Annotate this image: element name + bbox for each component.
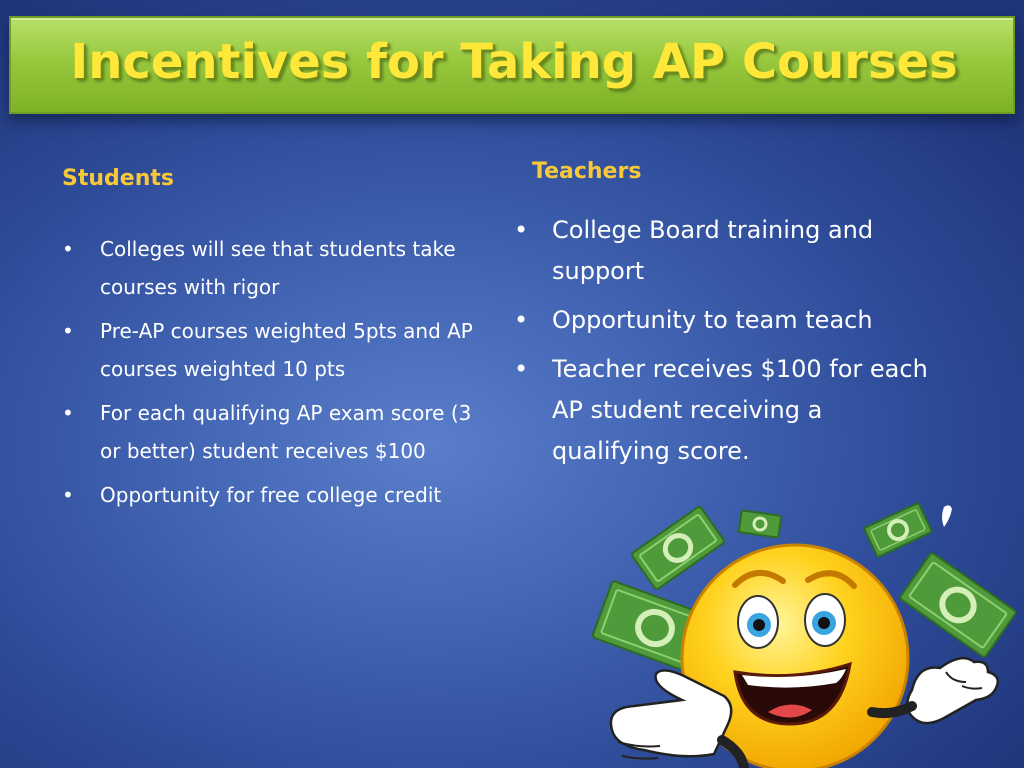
list-item — [62, 476, 494, 514]
title-bar — [9, 16, 1015, 114]
bullet-icon: • — [62, 237, 74, 261]
bullet-icon: • — [62, 319, 74, 343]
bullet-icon: • — [62, 401, 74, 425]
list-item-text: Colleges will see that students take courses with rigor — [100, 237, 456, 299]
money-bill-icon — [739, 510, 782, 537]
bullet-icon: • — [514, 216, 529, 244]
list-item — [62, 394, 494, 470]
list-item-text: College Board training and support — [552, 216, 874, 285]
teachers-heading: Teachers — [532, 159, 642, 184]
students-heading: Students — [62, 166, 174, 191]
students-list — [62, 230, 494, 520]
sparkle-icon — [942, 505, 952, 527]
list-item — [514, 300, 946, 341]
bullet-icon: • — [514, 355, 529, 383]
bullet-icon: • — [62, 483, 74, 507]
list-item-text: Teacher receives $100 for each AP student receiving a qualifying score. — [552, 355, 928, 465]
money-bill-icon — [631, 506, 725, 590]
list-item — [62, 312, 494, 388]
money-bill-icon — [899, 552, 1016, 658]
list-item — [62, 230, 494, 306]
list-item-text: Pre-AP courses weighted 5pts and AP courses weighted 10 pts — [100, 319, 473, 381]
bullet-icon: • — [514, 306, 529, 334]
list-item-text: Opportunity for free college credit — [100, 483, 442, 507]
list-item — [514, 210, 946, 292]
list-item-text: Opportunity to team teach — [552, 306, 873, 334]
smiley-with-money-icon — [585, 495, 1024, 768]
list-item — [514, 349, 946, 472]
money-bill-icon — [864, 503, 932, 557]
slide-title: Incentives for Taking AP Courses — [70, 34, 958, 90]
list-item-text: For each qualifying AP exam score (3 or better) student receives $100 — [100, 401, 472, 463]
teachers-list — [514, 210, 946, 480]
